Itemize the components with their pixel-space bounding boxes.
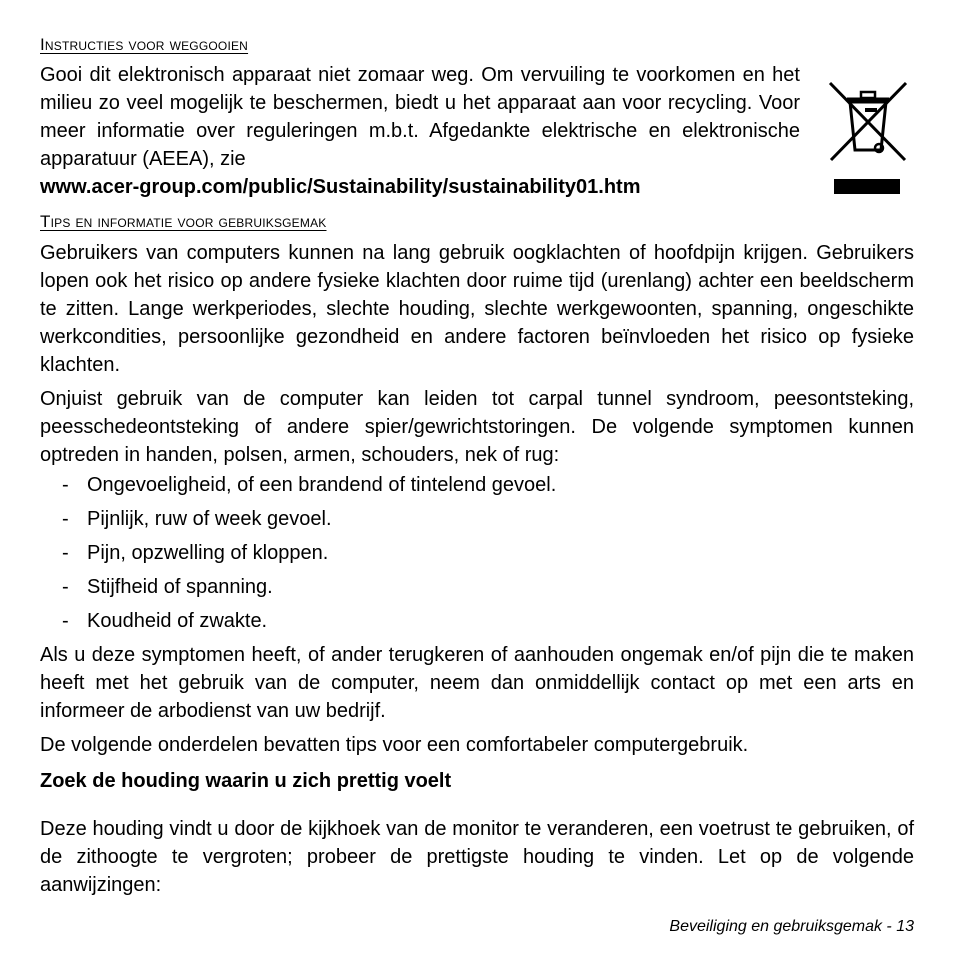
- ergonomics-section: [40, 211, 914, 759]
- list-item: - Pijnlijk, ruw of week gevoel.: [62, 508, 332, 530]
- ergonomics-para-1: Gebruikers van computers kunnen na lang gebruik oogklachten of hoofdpijn krijgen. Gebruikers lopen ook het risico op andere fysieke klachten door ruime tijd (urenlang) achter een beeldscherm te zitten. Lange werkperiodes, slechte houding, slechte werkgewoonten, spanning, ongeschikte werkcondities, persoonlijke gezondheid en andere factoren beïnvloeden het risico op fysieke klachten.: [40, 242, 914, 376]
- disposal-heading: Instructies voor weggooien: [40, 35, 249, 54]
- posture-heading: Zoek de houding waarin u zich prettig voelt: [40, 770, 452, 792]
- ergonomics-para-4: De volgende onderdelen bevatten tips voor een comfortabeler computergebruik.: [40, 734, 749, 756]
- list-item: - Stijfheid of spanning.: [62, 576, 273, 598]
- list-item: - Koudheid of zwakte.: [62, 610, 268, 632]
- weee-crossed-bin-icon: [827, 80, 909, 196]
- list-item: - Pijn, opzwelling of kloppen.: [62, 542, 329, 564]
- ergonomics-para-3: Als u deze symptomen heeft, of ander terugkeren of aanhouden ongemak en/of pijn die te maken heeft met het gebruik van de computer, neem dan onmiddellijk contact op met een arts en informeer de arbodienst van uw bedrijf.: [40, 644, 914, 722]
- ergonomics-para-2: Onjuist gebruik van de computer kan leiden tot carpal tunnel syndroom, peesontsteking, peesschedeontsteking of andere spier/gewrichtstoringen. De volgende symptomen kunnen optreden in handen, polsen, armen, schouders, nek of rug:: [40, 388, 914, 466]
- disposal-body: Gooi dit elektronisch apparaat niet zomaar weg. Om vervuiling te voorkomen en het milieu zo veel mogelijk te beschermen, biedt u het apparaat aan voor recycling. Voor meer informatie over reguleringen m.b.t. Afgedankte elektrische en elektronische apparatuur (AEEA), zie: [40, 64, 800, 170]
- symptom-list: [40, 471, 914, 635]
- page-footer: Beveiliging en gebruiksgemak - 13: [669, 918, 914, 935]
- ergonomics-heading: Tips en informatie voor gebruiksgemak: [40, 212, 327, 231]
- recycling-url-link[interactable]: www.acer-group.com/public/Sustainability/sustainability01.htm: [40, 176, 641, 198]
- posture-section: [40, 767, 914, 899]
- posture-para-1: Deze houding vindt u door de kijkhoek van de monitor te veranderen, een voetrust te gebruiken, of de zithoogte te vergroten; probeer de prettigste houding te vinden. Let op de volgende aanwijzingen:: [40, 818, 914, 896]
- page-content: [40, 34, 914, 899]
- list-item: - Ongevoeligheid, of een brandend of tintelend gevoel.: [62, 474, 557, 496]
- disposal-section: [40, 34, 914, 201]
